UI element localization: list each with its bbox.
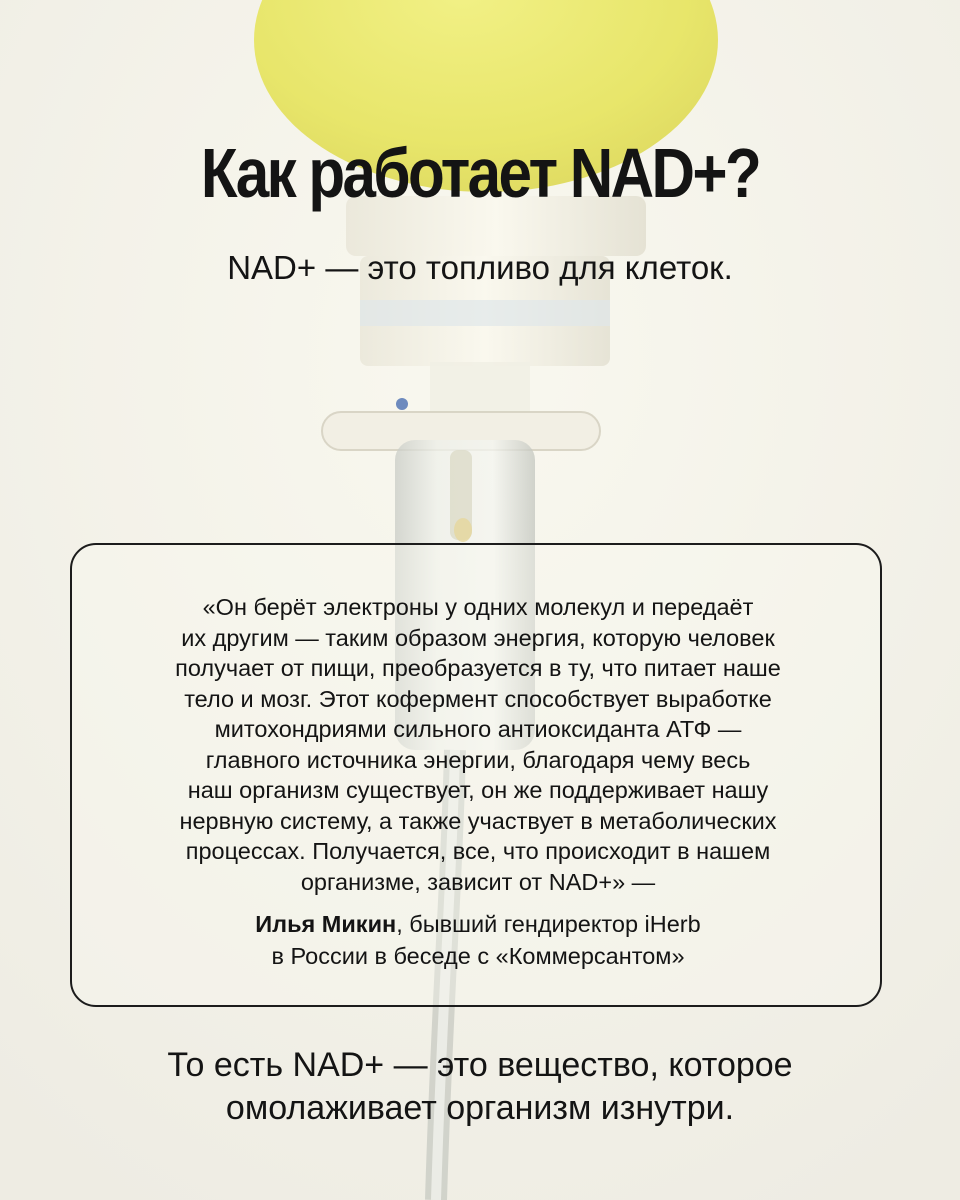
conclusion-line: То есть NAD+ — это вещество, которое — [167, 1046, 793, 1084]
quote-text — [112, 592, 844, 897]
conclusion-line: омолаживает организм изнутри. — [225, 1089, 735, 1127]
quote-line: процессах. Получается, все, что происходит в нашем — [185, 838, 771, 864]
quote-line: организме, зависит от NAD+» — — [300, 868, 656, 895]
author-name: Илья Микин — [255, 911, 397, 937]
quote-line: главного источника энергии, благодаря чему весь — [205, 746, 751, 773]
quote-line: «Он берёт электроны у одних молекул и передаёт — [202, 594, 754, 620]
quote-author — [112, 908, 844, 972]
quote-line: тело и мозг. Этот кофермент способствует выработке — [184, 685, 772, 712]
author-role: , бывший гендиректор iHerb — [396, 911, 701, 937]
quote-box — [70, 543, 882, 1007]
quote-line: нервную систему, а также участвует в метаболических — [179, 807, 777, 834]
quote-line: наш организм существует, он же поддерживает нашу — [187, 777, 769, 803]
quote-line: митохондриями сильного антиоксиданта АТФ — — [214, 716, 742, 742]
quote-line: получает от пищи, преобразуется в ту, что питает наше — [175, 655, 781, 681]
quote-line: их другим — таким образом энергия, которую человек — [181, 624, 775, 651]
page-title: Как работает NAD+? — [200, 134, 760, 212]
author-role: в России в беседе с «Коммерсантом» — [271, 943, 685, 969]
conclusion-text — [0, 1044, 960, 1130]
subtitle: NAD+ — это топливо для клеток. — [227, 249, 733, 286]
